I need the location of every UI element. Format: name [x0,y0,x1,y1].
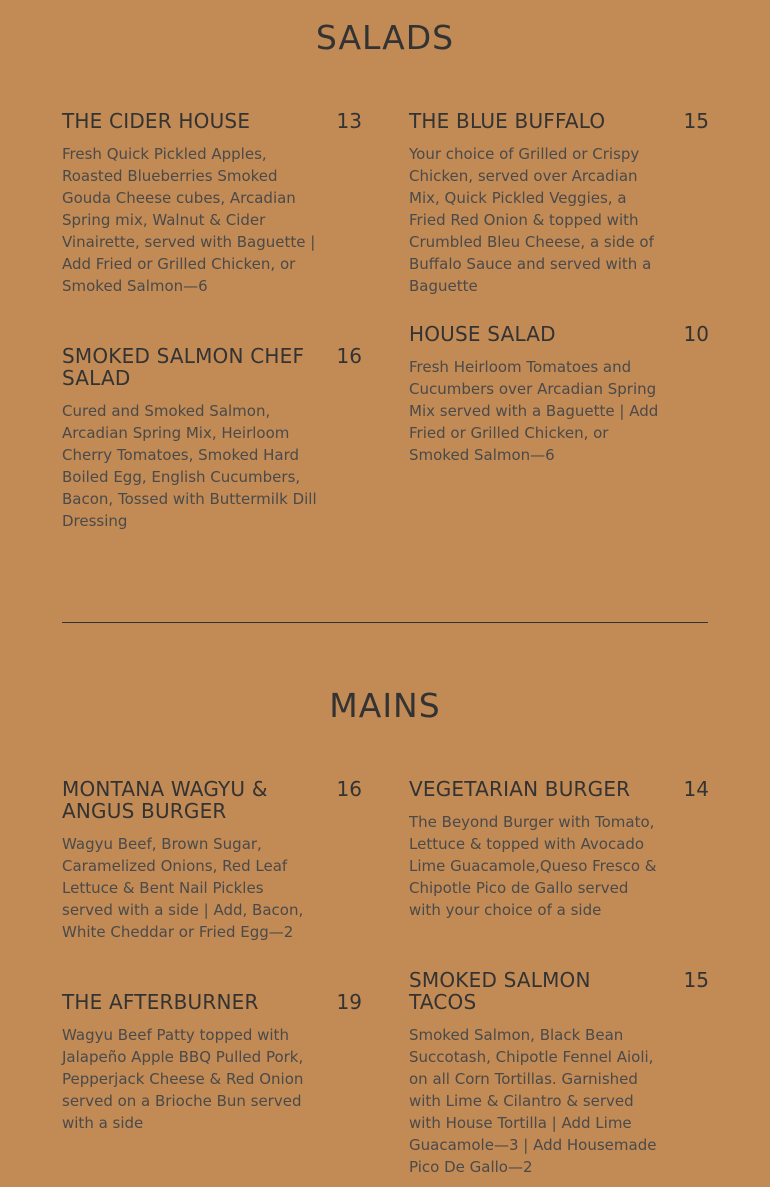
menu-item-blue-buffalo [409,110,709,297]
item-price: 10 [683,322,709,346]
item-description: Your choice of Grilled or Crispy Chicken, served over Arcadian Mix, Quick Pickled Veggies, a Fried Red Onion & topped with Crumbled Bleu Cheese, a side of Buffalo Sauce and served with a Baguette [409,145,654,295]
item-price: 16 [336,777,362,801]
menu-item-vegetarian-burger [409,778,709,921]
item-price: 19 [336,990,362,1014]
item-name: VEGETARIAN BURGER [409,777,631,801]
item-description: Wagyu Beef, Brown Sugar, Caramelized Onions, Red Leaf Lettuce & Bent Nail Pickles served with a side | Add, Bacon, White Cheddar or Fried Egg—2 [62,835,304,941]
item-description: Wagyu Beef Patty topped with Jalapeño Apple BBQ Pulled Pork, Pepperjack Cheese & Red Onion served on a Brioche Bun served with a side [62,1026,304,1132]
menu-item-house-salad [409,323,709,466]
item-description: Fresh Heirloom Tomatoes and Cucumbers over Arcadian Spring Mix served with a Baguette | Add Fried or Grilled Chicken, or Smoked Salmon—6 [409,358,659,464]
menu-item-wagyu-angus-burger [62,778,362,943]
mains-heading: MAINS [329,686,441,725]
menu-item-smoked-salmon-tacos [409,969,709,1178]
item-name: THE BLUE BUFFALO [409,109,606,133]
item-description: Fresh Quick Pickled Apples, Roasted Blueberries Smoked Gouda Cheese cubes, Arcadian Spring mix, Walnut & Cider Vinairette, served with Baguette | Add Fried or Grilled Chicken, or Smoked Salmon—6 [62,145,316,295]
item-price: 16 [336,344,362,368]
item-name: THE AFTERBURNER [62,990,259,1014]
item-price: 15 [683,968,709,992]
menu-item-smoked-salmon-chef-salad [62,345,362,532]
item-name: HOUSE SALAD [409,322,556,346]
item-name: MONTANA WAGYU & ANGUS BURGER [62,777,268,823]
menu-item-cider-house [62,110,362,297]
item-price: 15 [683,109,709,133]
item-description: Smoked Salmon, Black Bean Succotash, Chipotle Fennel Aioli, on all Corn Tortillas. Garnished with Lime & Cilantro & served with House Tortilla | Add Lime Guacamole—3 | Add Housemade Pico De Gallo—2 [409,1026,657,1176]
item-description: Cured and Smoked Salmon, Arcadian Spring Mix, Heirloom Cherry Tomatoes, Smoked Hard Boiled Egg, English Cucumbers, Bacon, Tossed with Buttermilk Dill Dressing [62,402,317,530]
item-name: THE CIDER HOUSE [62,109,251,133]
salads-heading: SALADS [315,18,455,57]
item-description: The Beyond Burger with Tomato, Lettuce & topped with Avocado Lime Guacamole,Queso Fresco & Chipotle Pico de Gallo served with your choice of a side [409,813,657,919]
menu-item-afterburner [62,991,362,1134]
item-price: 14 [683,777,709,801]
item-name: SMOKED SALMON CHEF SALAD [62,344,305,390]
section-divider [62,622,708,623]
item-price: 13 [336,109,362,133]
item-name: SMOKED SALMON TACOS [409,968,591,1014]
